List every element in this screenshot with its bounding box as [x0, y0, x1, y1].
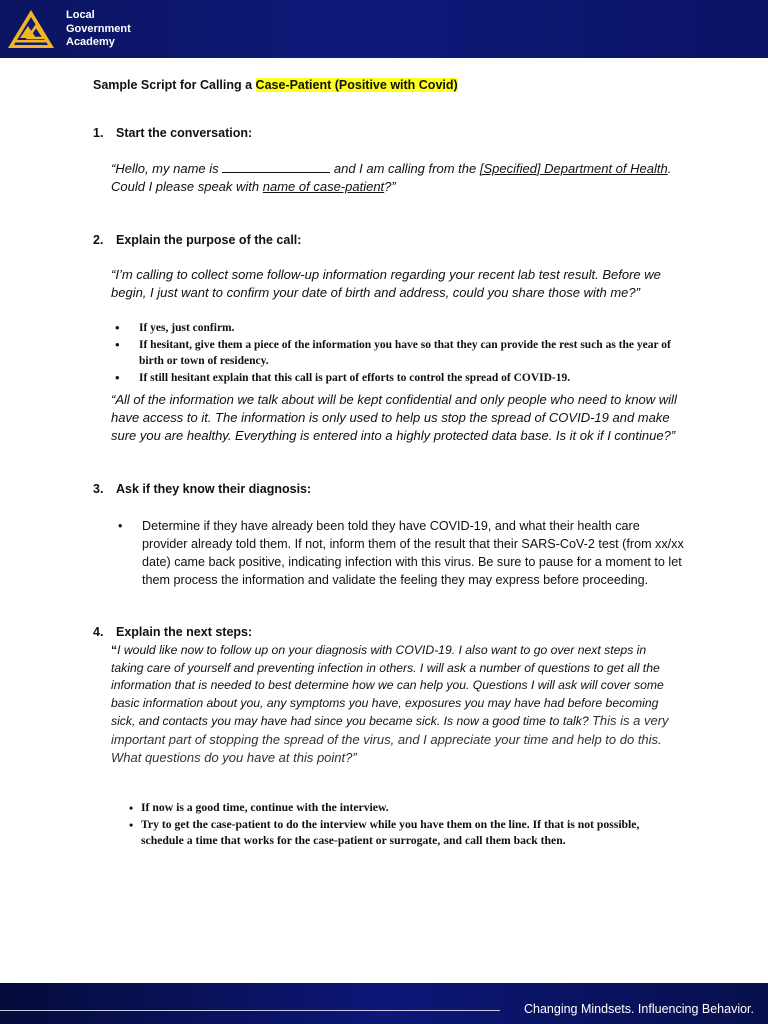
footer-band: [0, 983, 768, 1024]
name-blank-line: [222, 160, 330, 173]
s1-text-1: “Hello, my name is: [111, 161, 223, 176]
section-4-number: 4.: [93, 625, 104, 639]
footer-tagline: Changing Mindsets. Influencing Behavior.: [523, 1002, 754, 1016]
section-1-number: 1.: [93, 126, 104, 140]
s1-text-2: and I am calling from the: [330, 161, 480, 176]
section-2-quote-2: “All of the information we talk about will be kept confidential and only people who need to know will have access to it. The information is only used to help us stop the spread of COVID-19 and make sure you are healthy. Everything is entered into a highly protected data base. Is it ok if I continue?”: [111, 392, 677, 443]
department-placeholder: [Specified] Department of Health: [479, 161, 668, 176]
title-highlight: Case-Patient (Positive with Covid): [255, 78, 458, 92]
section-2-number: 2.: [93, 233, 104, 247]
org-name-line2: Government: [66, 22, 131, 35]
section-3-bullet: [118, 517, 688, 589]
org-name-line3: Academy: [66, 36, 115, 48]
section-1-title: Start the conversation:: [116, 126, 253, 140]
list-item: • Try to get the case-patient to do the interview while you have them on the line. If that is not possible, schedule a time that works for the case-patient or surrogate, and call them back then.: [129, 817, 684, 850]
section-3-bullet-text: Determine if they have already been told they have COVID-19, and what their health care provider already told them. If not, inform them of the result that their SARS-CoV-2 test (from xx/xx date) came back positive, indicating infection with this virus. Be sure to pause for a moment to let them process the information and validate the feeling they may express before proceeding.: [142, 519, 684, 587]
section-4-title: Explain the next steps:: [116, 625, 253, 639]
section-3-title: Ask if they know their diagnosis:: [116, 482, 312, 496]
org-name-line1: Local: [66, 9, 95, 21]
list-item: • If still hesitant explain that this call is part of efforts to control the spread of COVID-19.: [111, 370, 681, 387]
list-item: • If yes, just confirm.: [111, 320, 681, 337]
section-3-number: 3.: [93, 482, 104, 496]
section-2-quote-1: “I’m calling to collect some follow-up information regarding your recent lab test result. Before we begin, I just want to confirm your date of birth and address, could you share those with me?”: [111, 267, 661, 300]
s1-text-4: ?”: [384, 179, 396, 194]
section-4-quote-b: This is a very important part of stopping the spread of the virus, and I appreciate your time and help to do this. What questions do you have at this point?”: [111, 713, 669, 765]
section-2-bullets: [111, 320, 681, 386]
patient-name-placeholder: name of case-patient: [262, 179, 385, 194]
section-1-heading: [93, 126, 252, 140]
section-2-heading: [93, 233, 301, 247]
section-4-heading: [93, 625, 252, 639]
title-prefix: Sample Script for Calling a: [93, 78, 256, 92]
section-4-bullets: [129, 800, 684, 850]
section-4-quote-a: I would like now to follow up on your diagnosis with COVID-19. I also want to go over next steps in taking care of yourself and preventing infection in others. I will ask a number of questions to get all the information that is needed to best determine how we can help you. Questions I will ask will cover some basic information about you, any symptoms you have, exposures you may have had before becoming sick, and contacts you may have had since you became sick. Is now a good time to talk?: [111, 643, 664, 728]
section-4-quote: [111, 642, 681, 768]
list-item: • If hesitant, give them a piece of the information you have so that they can provide the rest such as the year of birth or town of residency.: [111, 337, 681, 370]
section-1-script: [111, 160, 681, 196]
section-2-title: Explain the purpose of the call:: [116, 233, 302, 247]
bullet-dot: •: [118, 519, 123, 533]
s1-text-3: . Could I please speak with: [111, 161, 672, 194]
page-title: [93, 78, 458, 92]
section-3-heading: [93, 482, 311, 496]
list-item: • If now is a good time, continue with the interview.: [129, 800, 684, 817]
footer-divider: [0, 1010, 500, 1011]
open-quote-mark: “: [111, 643, 118, 657]
